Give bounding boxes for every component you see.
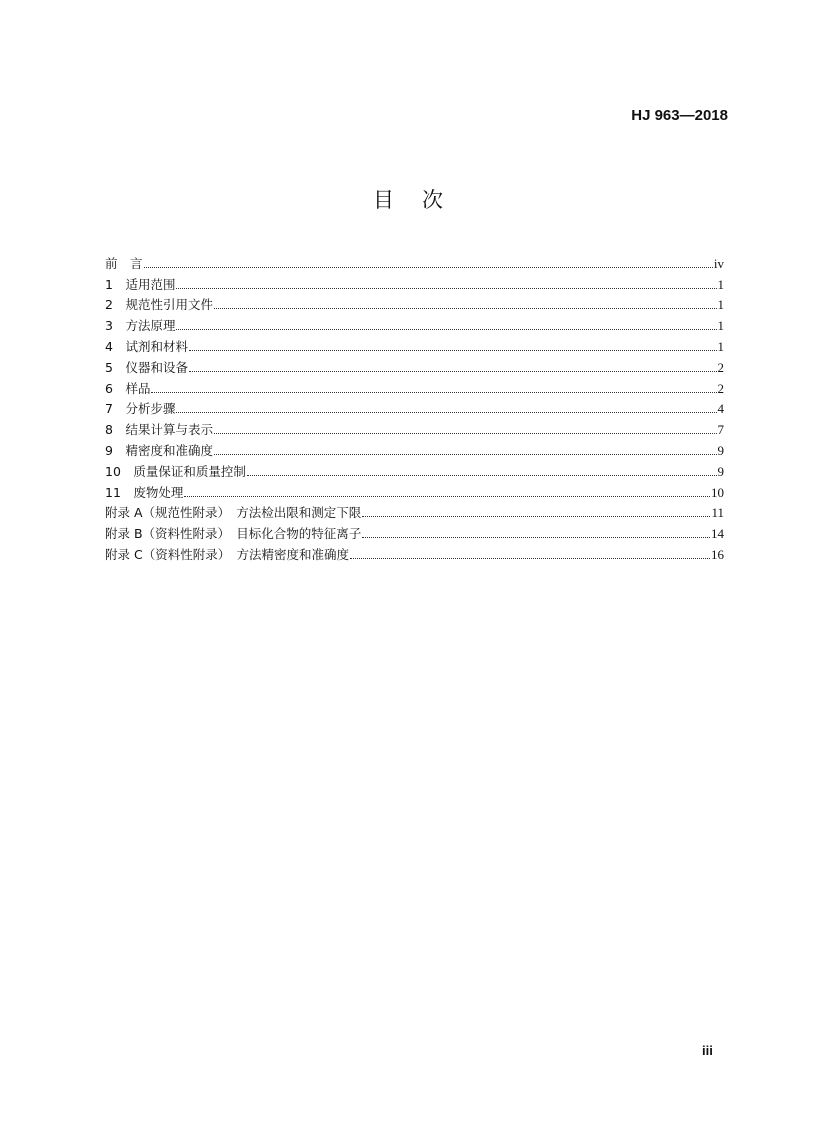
table-of-contents [105, 250, 724, 562]
dot-leader [362, 537, 710, 538]
toc-entry[interactable] [105, 375, 724, 396]
toc-entry-label: 5 仪器和设备 [105, 359, 188, 375]
toc-entry-page: 9 [717, 442, 724, 458]
toc-entry-page: 10 [711, 484, 724, 500]
toc-entry-label: 1 适用范围 [105, 276, 176, 292]
toc-entry-label: 附录 B（资料性附录） 目标化合物的特征离子 [105, 526, 362, 542]
toc-entry-page: 14 [711, 526, 724, 542]
title-char: 目 [373, 188, 394, 212]
toc-entry-label: 7 分析步骤 [105, 401, 176, 417]
title-char: 次 [422, 188, 443, 212]
toc-entry-page: iv [713, 255, 724, 271]
toc-entry-label: 3 方法原理 [105, 318, 176, 334]
page-number: iii [702, 1043, 713, 1058]
dot-leader [176, 288, 716, 289]
toc-entry-page: 1 [717, 318, 724, 334]
standard-number: HJ 963—2018 [631, 107, 728, 124]
toc-entry-label: 附录 C（资料性附录） 方法精密度和准确度 [105, 546, 349, 562]
toc-entry-page: 16 [711, 546, 724, 562]
toc-entry-page: 2 [717, 380, 724, 396]
toc-entry-page: 1 [717, 338, 724, 354]
dot-leader [144, 267, 713, 268]
toc-entry[interactable] [105, 437, 724, 458]
dot-leader [176, 329, 716, 330]
toc-entry[interactable] [105, 396, 724, 417]
toc-entry-page: 1 [717, 297, 724, 313]
toc-entry-label: 前 言 [105, 255, 143, 271]
toc-entry[interactable] [105, 520, 724, 541]
toc-entry-label: 2 规范性引用文件 [105, 297, 213, 313]
dot-leader [214, 308, 717, 309]
toc-entry[interactable] [105, 500, 724, 521]
toc-entry-label: 6 样品 [105, 380, 151, 396]
toc-entry[interactable] [105, 250, 724, 271]
toc-entry-page: 1 [717, 276, 724, 292]
dot-leader [214, 433, 717, 434]
toc-entry-page: 7 [717, 422, 724, 438]
toc-entry-page: 9 [717, 463, 724, 479]
toc-entry[interactable] [105, 333, 724, 354]
toc-entry[interactable] [105, 292, 724, 313]
toc-entry-label: 8 结果计算与表示 [105, 422, 213, 438]
toc-entry-label: 11 废物处理 [105, 484, 184, 500]
dot-leader [189, 371, 717, 372]
toc-entry-label: 附录 A（规范性附录） 方法检出限和测定下限 [105, 505, 362, 521]
dot-leader [214, 454, 717, 455]
toc-entry[interactable] [105, 354, 724, 375]
toc-entry-page: 11 [711, 505, 724, 521]
page-title [0, 184, 816, 214]
toc-entry[interactable] [105, 271, 724, 292]
dot-leader [189, 350, 717, 351]
toc-entry[interactable] [105, 416, 724, 437]
dot-leader [151, 392, 716, 393]
toc-entry[interactable] [105, 541, 724, 562]
dot-leader [176, 412, 716, 413]
toc-entry[interactable] [105, 458, 724, 479]
dot-leader [184, 496, 710, 497]
toc-entry-label: 4 试剂和材料 [105, 338, 188, 354]
dot-leader [350, 558, 710, 559]
dot-leader [362, 516, 710, 517]
toc-entry-label: 9 精密度和准确度 [105, 442, 213, 458]
toc-entry[interactable] [105, 312, 724, 333]
toc-entry-label: 10 质量保证和质量控制 [105, 463, 246, 479]
dot-leader [247, 475, 717, 476]
toc-entry-page: 4 [717, 401, 724, 417]
toc-entry[interactable] [105, 479, 724, 500]
toc-entry-page: 2 [717, 359, 724, 375]
